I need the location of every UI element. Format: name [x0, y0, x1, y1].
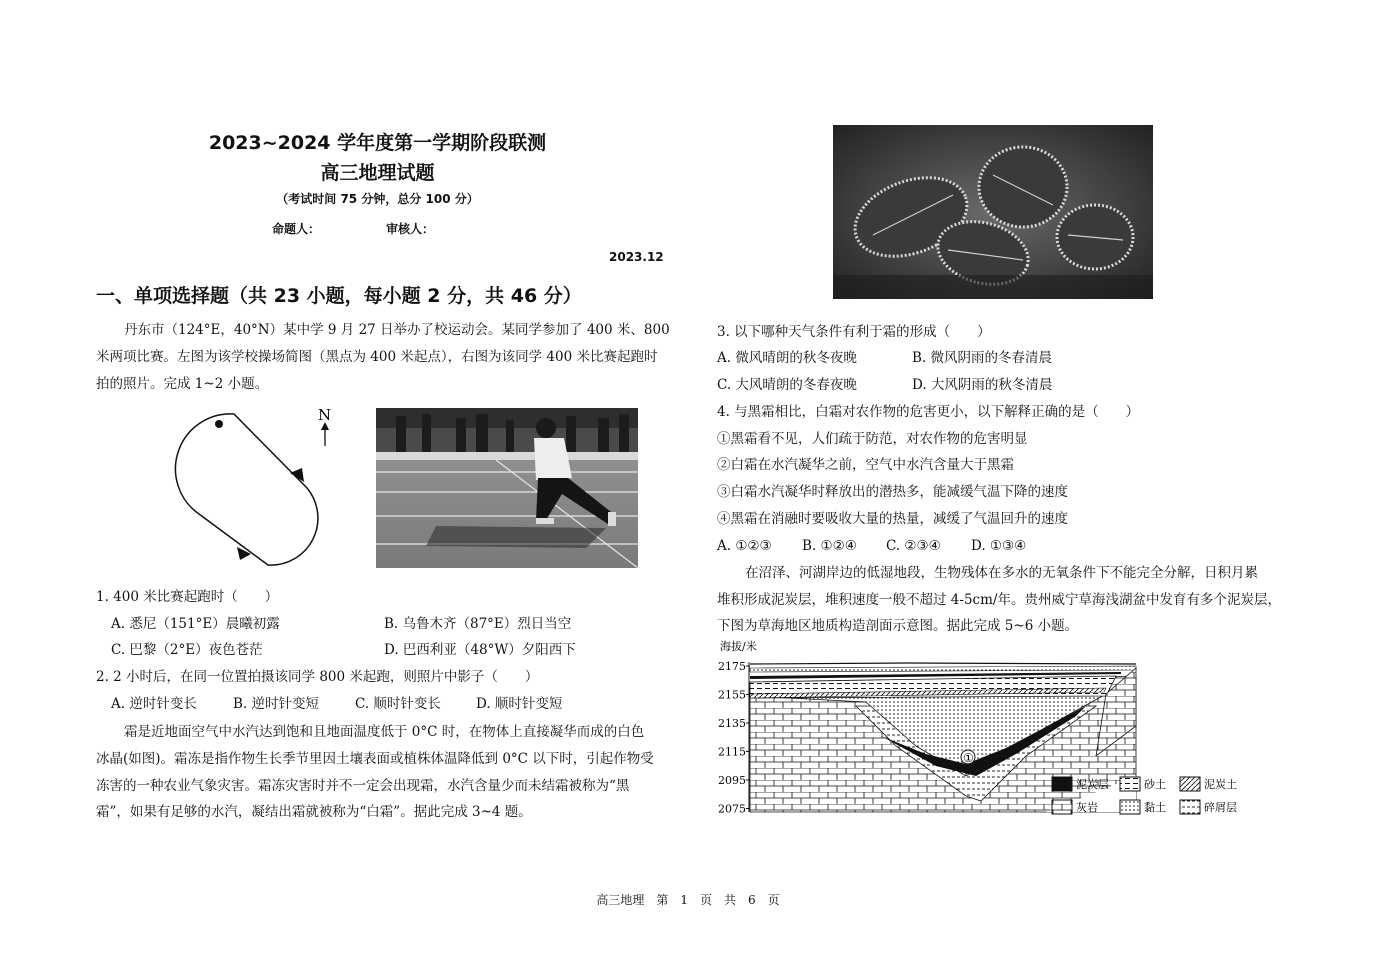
q1-option-d[interactable]: D. 巴西利亚（48°W）夕阳西下 — [384, 642, 576, 658]
track-arrow-upper — [290, 468, 304, 482]
legend-item: 碎屑层 — [1204, 801, 1237, 814]
geo-tick-label: 2095 — [718, 774, 746, 787]
q4-option-c[interactable]: C. ②③④ — [886, 538, 941, 554]
q2-option-a[interactable]: A. 逆时针变长 — [111, 696, 197, 712]
passage1-line: 丹东市（124°E，40°N）某中学 9 月 27 日举办了校运动会。某同学参加了 400 米、800 — [124, 322, 670, 338]
q4-option-a[interactable]: A. ①②③ — [717, 538, 772, 554]
passage3-line: 堆积形成泥炭层，堆积速度一般不超过 4-5cm/年。贵州威宁草海浅湖盆中发育有多个泥炭层， — [717, 592, 1281, 608]
q2-option-d[interactable]: D. 顺时针变短 — [476, 696, 563, 712]
exam-title: 2023~2024 学年度第一学期阶段联测 — [208, 132, 547, 154]
passage2-line: 冰晶(如图)。霜冻是指作物生长季节里因土壤表面或植株体温降低到 0°C 以下时，引起作物受 — [96, 751, 654, 767]
page-footer: 高三地理 第 1 页 共 6 页 — [596, 893, 780, 907]
track-diagram — [125, 402, 345, 580]
subject-title: 高三地理试题 — [320, 162, 435, 184]
reviewer-label: 审核人： — [386, 222, 435, 236]
q4-statement: ③白霜水汽凝华时释放出的潜热多，能减缓气温下降的速度 — [717, 484, 1068, 500]
q4-statement: ④黑霜在消融时要吸收大量的热量，减缓了气温回升的速度 — [717, 511, 1068, 527]
geo-ylabel: 海拔/米 — [720, 640, 757, 653]
legend-item: 泥炭层 — [1076, 778, 1109, 791]
track-outline — [175, 414, 317, 565]
legend-item: 砂土 — [1144, 778, 1166, 791]
section-title: 一、单项选择题（共 23 小题，每小题 2 分，共 46 分） — [96, 285, 582, 307]
geo-tick-label: 2075 — [718, 802, 746, 816]
legend-item: 灰岩 — [1076, 801, 1098, 814]
q3-option-b[interactable]: B. 微风阴雨的冬春清晨 — [912, 350, 1053, 366]
q3-option-a[interactable]: A. 微风晴朗的秋冬夜晚 — [717, 350, 857, 366]
q3-stem: 3. 以下哪种天气条件有利于霜的形成（ ） — [717, 324, 991, 340]
passage3-line: 下图为草海地区地质构造剖面示意图。据此完成 5~6 小题。 — [717, 618, 1079, 634]
q4-statement: ①黑霜看不见，人们疏于防范，对农作物的危害明显 — [717, 431, 1028, 447]
passage2-line: 冻害的一种农业气象灾害。霜冻灾害时并不一定会出现霜，水汽含量少而未结霜被称为“黑 — [96, 778, 630, 794]
q1-option-b[interactable]: B. 乌鲁木齐（87°E）烈日当空 — [384, 616, 572, 632]
runner-photo — [376, 408, 638, 568]
q4-option-b[interactable]: B. ①②④ — [802, 538, 857, 554]
passage2-line: 霜”，如果有足够的水汽，凝结出霜就被称为“白霜”。据此完成 3~4 题。 — [96, 804, 532, 820]
passage3-line: 在沼泽、河湖岸边的低湿地段，生物残体在多水的无氧条件下不能完全分解，日积月累 — [745, 565, 1258, 581]
geo-ticks — [718, 660, 750, 816]
q1-option-c[interactable]: C. 巴黎（2°E）夜色苍茫 — [111, 642, 263, 658]
frost-photo — [833, 125, 1153, 299]
q4-option-d[interactable]: D. ①③④ — [971, 538, 1027, 554]
exam-info: （考试时间 75 分钟，总分 100 分） — [276, 192, 479, 206]
q3-option-c[interactable]: C. 大风晴朗的冬春夜晚 — [717, 377, 857, 393]
q2-option-c[interactable]: C. 顺时针变长 — [355, 696, 441, 712]
passage1-line: 米两项比赛。左图为该学校操场简图（黑点为 400 米起点），右图为该同学 400 米比赛起跑时 — [96, 349, 658, 365]
passage2-line: 霜是近地面空气中水汽达到饱和且地面温度低于 0°C 时，在物体上直接凝华而成的白色 — [124, 724, 645, 740]
legend-item: 黏土 — [1144, 801, 1166, 814]
author-label: 命题人： — [272, 222, 321, 236]
geo-tick-label: 2155 — [718, 688, 746, 702]
geo-marker: ① — [963, 751, 974, 765]
legend-item: 泥炭土 — [1204, 778, 1237, 791]
q1-option-a[interactable]: A. 悉尼（151°E）晨曦初露 — [111, 616, 280, 632]
geo-cross-section — [716, 636, 1276, 822]
geo-tick-label: 2175 — [718, 660, 746, 673]
q2-stem: 2. 2 小时后，在同一位置拍摄该同学 800 米起跑，则照片中影子（ ） — [96, 669, 539, 685]
exam-date: 2023.12 — [609, 250, 664, 264]
q4-statement: ②白霜在水汽凝华之前，空气中水汽含量大于黑霜 — [717, 457, 1014, 473]
start-point — [215, 420, 223, 428]
passage1-line: 拍的照片。完成 1~2 小题。 — [96, 376, 269, 392]
geo-tick-label: 2115 — [718, 745, 746, 759]
q1-stem: 1. 400 米比赛起跑时（ ） — [96, 589, 279, 605]
compass-label: N — [318, 406, 332, 424]
q2-option-b[interactable]: B. 逆时针变短 — [233, 696, 320, 712]
q4-stem: 4. 与黑霜相比，白霜对农作物的危害更小，以下解释正确的是（ ） — [717, 404, 1140, 420]
track-arrow-lower — [237, 547, 251, 560]
geo-tick-label: 2135 — [718, 717, 746, 730]
q3-option-d[interactable]: D. 大风阴雨的秋冬清晨 — [912, 377, 1053, 393]
